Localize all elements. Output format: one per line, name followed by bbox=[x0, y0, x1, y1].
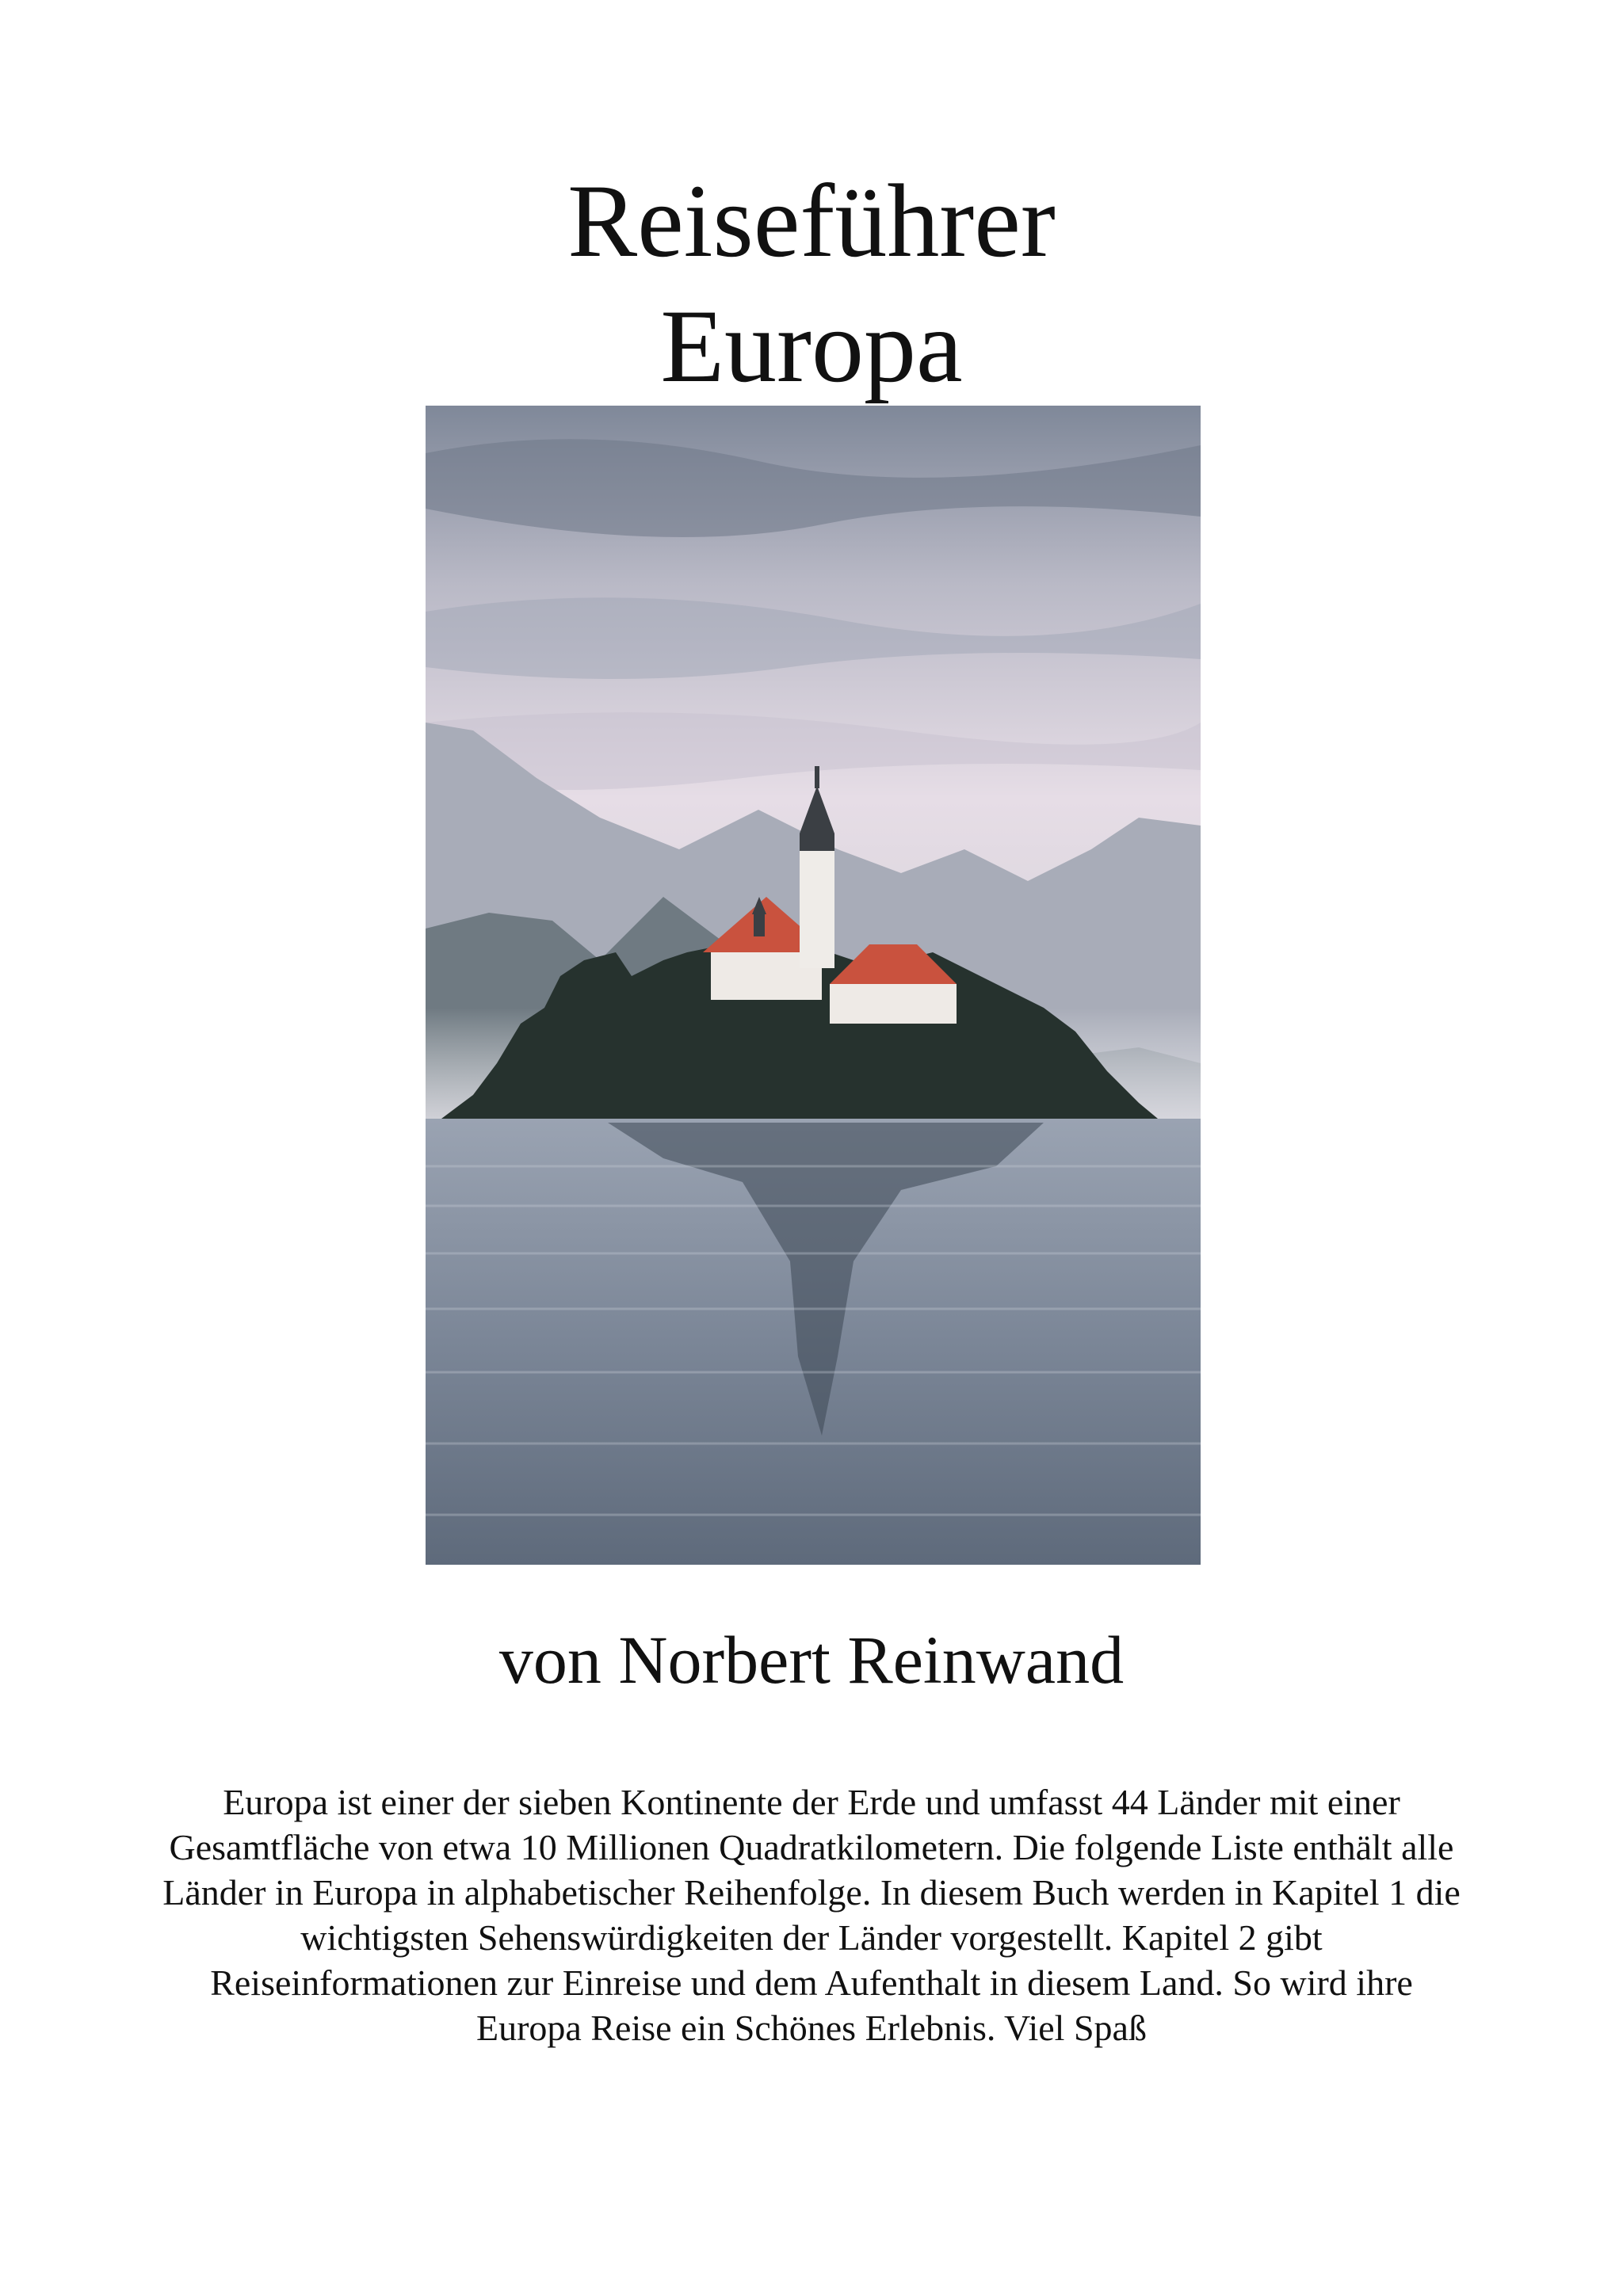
book-description: Europa ist einer der sieben Kontinente der Erde und umfasst 44 Länder mit einer Gesamtfläche von etwa 10 Millionen Quadratkilometern. Die folgende Liste enthält alle Länder in Europa in alphabetischer Reihenfolge. In diesem Buch werden in Kapitel 1 die wichtigsten Sehenswürdigkeiten der Länder vorgestellt. Kapitel 2 gibt Reiseinformationen zur Einreise und dem Aufenthalt in diesem Land. So wird ihre Europa Reise ein Schönes Erlebnis. Viel Spaß bbox=[162, 1782, 1461, 2048]
page-title bbox=[0, 158, 1623, 409]
title-line-2: Europa bbox=[660, 288, 963, 404]
author-line: von Norbert Reinwand bbox=[498, 1622, 1125, 1698]
title-line-1: Reiseführer bbox=[567, 162, 1056, 279]
cover-photo bbox=[426, 406, 1201, 1565]
lake-island-church-icon bbox=[426, 406, 1201, 1565]
